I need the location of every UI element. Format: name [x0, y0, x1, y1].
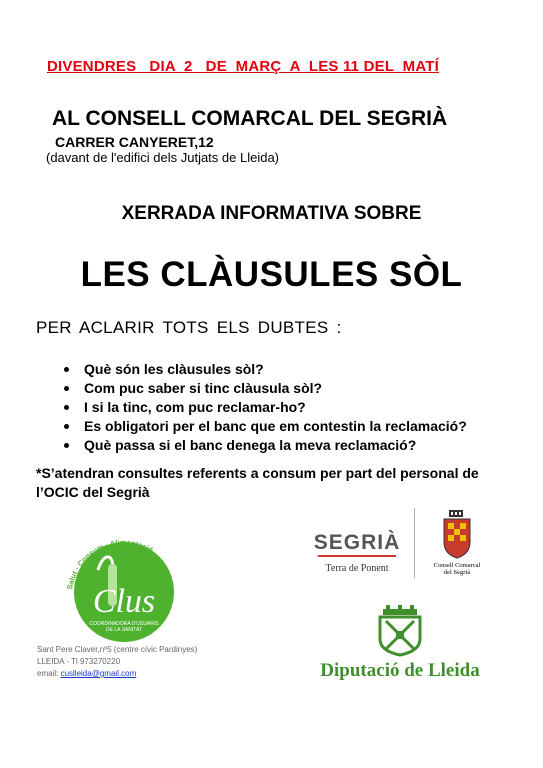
venue-street: CARRER CANYERET,12: [55, 134, 214, 150]
clus-subtitle-1: COORDINADORA D'USUARIS: [89, 621, 159, 627]
clus-name: Clus: [92, 583, 156, 620]
clus-subtitle-2: DE LA SANITAT: [106, 627, 142, 633]
question-item: Què són les clàusules sòl?: [62, 360, 467, 379]
clus-address: [37, 644, 197, 680]
venue-note: (davant de l'edifici dels Jutjats de Lleida): [46, 150, 280, 165]
email-label: email:: [37, 669, 59, 678]
main-title: LES CLÀUSULES SÒL: [80, 255, 463, 294]
address-line-1: Sant Pere Claver,nº5 (centre cívic Pardinyes): [37, 645, 198, 654]
email-link[interactable]: cuslleida@gmail.com: [60, 669, 137, 678]
segria-tagline: Terra de Ponent: [325, 563, 389, 574]
diputacio-lleida-logo: [300, 605, 500, 685]
venue-title: AL CONSELL COMARCAL DEL SEGRIÀ: [52, 107, 448, 130]
logo-divider: [414, 508, 415, 578]
address-email-row: [37, 668, 197, 680]
intro-line: PER ACLARIR TOTS ELS DUBTES :: [36, 318, 342, 337]
segria-name: SEGRIÀ: [313, 531, 401, 554]
event-date: DIVENDRES DIA 2 DE MARÇ A LES 11 DEL MATÍ: [47, 58, 440, 75]
footnote: *S’atendran consultes referents a consum per part del personal de l’OCIC del Segrià: [36, 465, 479, 500]
question-item: Es obligatori per el banc que em contestin la reclamació?: [62, 417, 467, 436]
clus-logo: [54, 530, 194, 648]
question-item: I si la tinc, com puc reclamar-ho?: [62, 398, 467, 417]
diputacio-name: Diputació de Lleida: [320, 660, 480, 681]
question-item: Com puc saber si tinc clàusula sòl?: [62, 379, 467, 398]
address-line-2: LLEIDA - Tl 973270220: [37, 657, 121, 666]
consell-line-1: Consell Comarcal: [433, 562, 481, 569]
question-item: Què passa si el banc denega la meva reclamació?: [62, 436, 467, 455]
clus-arc-text: Salut · Consum · Alimentació: [65, 537, 155, 591]
consell-line-2: del Segrià: [443, 569, 471, 576]
questions-list: [62, 360, 467, 455]
consell-comarcal-logo: [422, 508, 492, 578]
talk-heading: XERRADA INFORMATIVA SOBRE: [121, 203, 422, 224]
segria-logo: [308, 525, 406, 587]
